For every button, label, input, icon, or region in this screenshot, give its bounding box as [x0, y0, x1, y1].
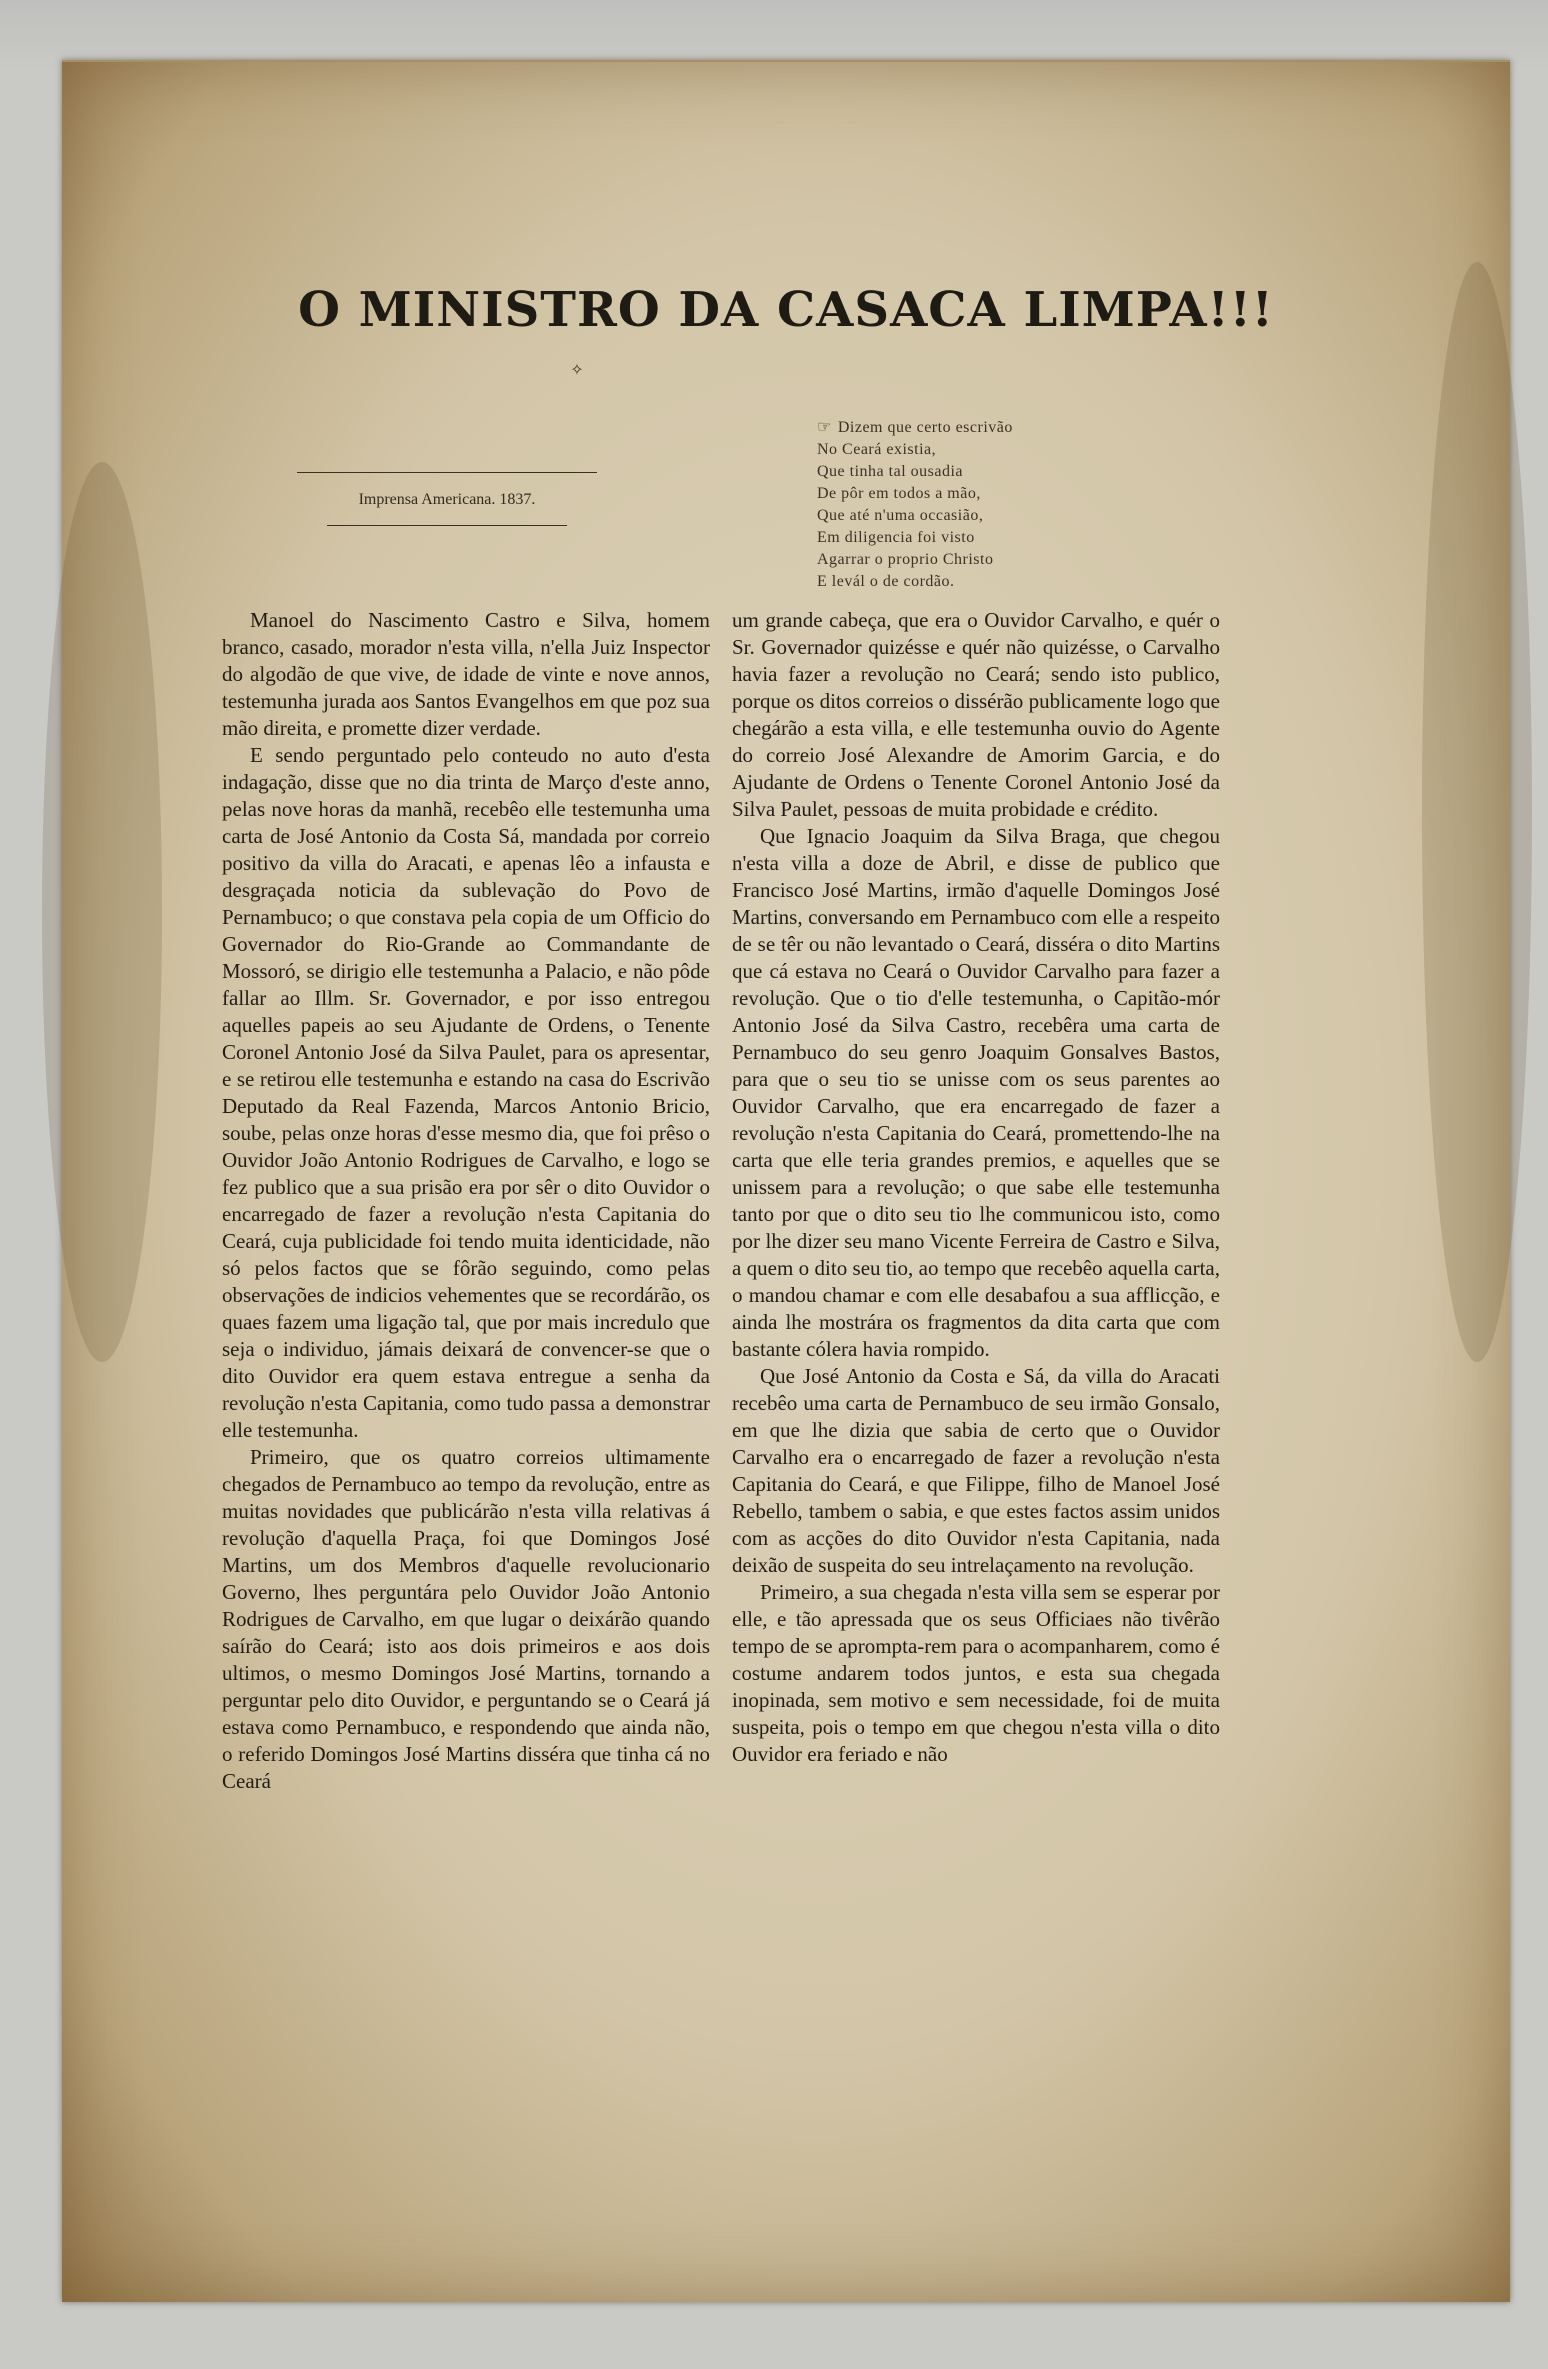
- paragraph: E sendo perguntado pelo conteudo no auto d'esta indagação, disse que no dia trinta de Março d'este anno, pelas nove horas da manhã, recebêo elle testemunha uma carta de José Antonio da Costa Sá, mandada por correio positivo da villa do Aracati, e apenas lêo a infausta e desgraçada noticia da sublevação do Povo de Pernambuco; o que constava pela copia de um Officio do Governador do Rio-Grande ao Commandante de Mossoró, se dirigio elle testemunha a Palacio, e não pôde fallar ao Illm. Sr. Governador, e por isso entregou aquelles papeis ao seu Ajudante de Ordens, o Tenente Coronel Antonio José da Silva Paulet, para os apresentar, e se retirou elle testemunha e estando na casa do Escrivão Deputado da Real Fazenda, Marcos Antonio Bricio, soube, pelas onze horas d'esse mesmo dia, que foi prêso o Ouvidor João Antonio Rodrigues de Carvalho, e logo se fez publico que a sua prisão era por sêr o dito Ouvidor o encarregado de fazer a revolução n'esta Capitania do Ceará, cuja publicidade foi tendo muita identicidade, não só pelos factos que se fôrão seguindo, como pelas observações de indicios vehementes que se recordárão, os quaes fazem uma ligação tal, que por mais incredulo que seja o individuo, jámais deixará de convencer-se que o dito Ouvidor era quem estava entregue a senha da revolução n'esta Capitania, como tudo passa a demonstrar elle testemunha.: [222, 743, 710, 1442]
- verse-line: De pôr em todos a mão,: [817, 485, 981, 502]
- verse-line: Que tinha tal ousadia: [817, 463, 964, 480]
- pointing-hand-icon: ☞: [817, 419, 832, 436]
- imprint-block: [297, 472, 597, 526]
- verse-line: Que até n'uma occasião,: [817, 507, 984, 524]
- verse-line: E levál o de cordão.: [817, 573, 955, 590]
- divider-bottom: [327, 525, 567, 526]
- document-title: O MINISTRO DA CASACA LIMPA!!!: [298, 282, 1274, 338]
- age-stain: [1422, 262, 1532, 1362]
- text-column-right: [732, 607, 1220, 1768]
- verse-line: Em diligencia foi visto: [817, 529, 975, 546]
- paragraph: Primeiro, que os quatro correios ultimamente chegados de Pernambuco ao tempo da revolução, entre as muitas novidades que publicárão n'esta villa relativas á revolução d'aquella Praça, foi que Domingos José Martins, um dos Membros d'aquelle revolucionario Governo, lhes perguntára pelo Ouvidor João Antonio Rodrigues de Carvalho, em que lugar o deixárão quando saírão do Ceará; isto aos dois primeiros e aos dois ultimos, o mesmo Domingos José Martins, tornando a perguntar pelo dito Ouvidor, e perguntando se o Ceará já estava como Pernambuco, e respondendo que ainda não, o referido Domingos José Martins disséra que tinha cá no Ceará: [222, 1445, 710, 1793]
- verse-line: ☞ Dizem que certo escrivão: [817, 417, 1137, 439]
- text-column-left: [222, 607, 710, 1795]
- epigraph-verse: [817, 417, 1137, 593]
- ornament-flourish: ✧: [570, 360, 584, 379]
- age-stain: [42, 462, 162, 1362]
- verse-line: No Ceará existia,: [817, 441, 937, 458]
- paragraph: Primeiro, a sua chegada n'esta villa sem se esperar por elle, e tão apressada que os seus Officiaes não tivêrão tempo de se aprompta-rem para o acompanharem, como é costume andarem todos juntos, e esta sua chegada inopinada, sem motivo e sem necessidade, foi de muita suspeita, pois o tempo em que chegou n'esta villa o dito Ouvidor era feriado e não: [732, 1580, 1220, 1766]
- paragraph: Manoel do Nascimento Castro e Silva, homem branco, casado, morador n'esta villa, n'ella Juiz Inspector do algodão de que vive, de idade de vinte e nove annos, testemunha jurada aos Santos Evangelhos em que poz sua mão direita, e promette dizer verdade.: [222, 608, 710, 740]
- paragraph: Que Ignacio Joaquim da Silva Braga, que chegou n'esta villa a doze de Abril, e disse de publico que Francisco José Martins, irmão d'aquelle Domingos José Martins, conversando em Pernambuco com elle a respeito de se têr ou não levantado o Ceará, disséra o dito Martins que cá estava no Ceará o Ouvidor Carvalho para fazer a revolução. Que o tio d'elle testemunha, o Capitão-mór Antonio José da Silva Castro, recebêra uma carta de Pernambuco do seu genro Joaquim Gonsalves Bastos, para que o seu tio se unisse com os seus parentes ao Ouvidor Carvalho, que era encarregado de fazer a revolução n'esta Capitania do Ceará, promettendo-lhe na carta que elle teria grandes premios, e aquelles que se unissem para a revolução; o que sabe elle testemunha tanto por que o dito seu tio lhe communicou isto, como por lhe dizer seu mano Vicente Ferreira de Castro e Silva, a quem o dito seu tio, ao tempo que recebêo aquella carta, o mandou chamar e com elle desabafou a sua afflicção, e ainda lhe mostrára os fragmentos da dita carta que com bastante cólera havia rompido.: [732, 824, 1220, 1361]
- document-page: [62, 60, 1510, 2302]
- paragraph: Que José Antonio da Costa e Sá, da villa do Aracati recebêo uma carta de Pernambuco de seu irmão Gonsalo, em que lhe dizia que sabia de certo que o Ouvidor Carvalho era o encarregado de fazer a revolução n'esta Capitania do Ceará, e que Filippe, filho de Manoel José Rebello, tambem o sabia, e que estes factos assim unidos com as acções do dito Ouvidor n'esta Capitania, nada deixão de suspeita do seu intrelaçamento na revolução.: [732, 1364, 1220, 1577]
- verse-line: Agarrar o proprio Christo: [817, 551, 994, 568]
- imprint-text: Imprensa Americana. 1837.: [358, 491, 536, 508]
- paragraph: um grande cabeça, que era o Ouvidor Carvalho, e quér o Sr. Governador quizésse e quér não quizésse, o Carvalho havia fazer a revolução no Ceará; sendo isto publico, porque os ditos correios o dissérão publicamente logo que chegárão a esta villa, e elle testemunha ouvio do Agente do correio José Alexandre de Amorim Garcia, e do Ajudante de Ordens o Tenente Coronel Antonio José da Silva Paulet, pessoas de muita probidade e crédito.: [732, 608, 1220, 821]
